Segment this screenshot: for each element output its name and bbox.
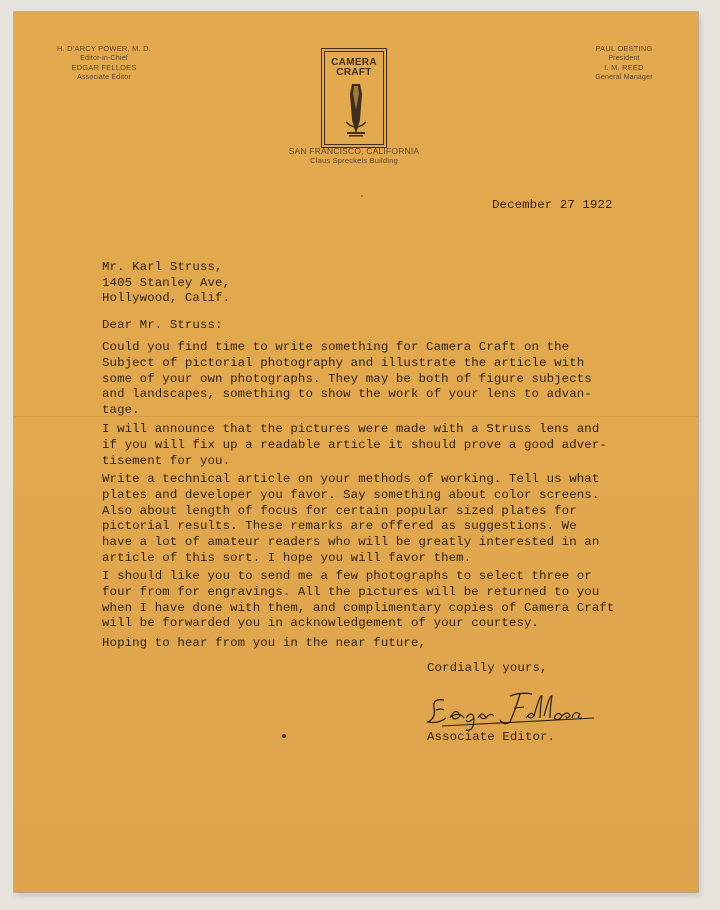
letterhead-officers — [574, 44, 674, 82]
camera-craft-logo — [321, 48, 387, 148]
handwritten-signature — [424, 688, 604, 734]
associate-editor-name: EDGAR FELLOES — [71, 63, 137, 72]
paragraph-1: Could you find time to write something for Camera Craft on the Subject of pictorial photography and illustrate the article with some of your own photographs. They may be both of figure subjects and landscapes, something to show the work of your lens to advan- tage. — [102, 340, 592, 418]
paragraph-2: I will announce that the pictures were made with a Struss lens and if you will fix up a readable article it should prove a good adver- tisement for you. — [102, 422, 607, 468]
manager-title: General Manager — [595, 73, 653, 81]
letterhead-editors — [44, 44, 164, 82]
paragraph-4: I should like you to send me a few photographs to select three or four from for engravings. All the pictures will be returned to you when I have done with them, and complimentary copies of Camera Craft will be forwarded you in acknowledgement of your courtesy. — [102, 569, 615, 631]
recipient-address: Mr. Karl Struss, 1405 Stanley Ave, Hollywood, Calif. — [102, 260, 231, 305]
letter-date: December 27 1922 — [492, 198, 613, 212]
city-line: SAN FRANCISCO, CALIFORNIA — [288, 146, 420, 156]
manager-name: I. M. REED — [604, 63, 644, 72]
paragraph-5: Hoping to hear from you in the near future, — [102, 636, 427, 650]
president-name: PAUL OESTING — [595, 44, 653, 53]
paper-speck — [361, 195, 363, 197]
signer-title: Associate Editor. — [427, 730, 556, 744]
salutation: Dear Mr. Struss: — [102, 318, 223, 332]
editor-title: Editor-in-Chief — [80, 54, 128, 62]
logo-figure-icon — [343, 82, 369, 138]
president-title: President — [608, 54, 640, 62]
letterhead-address — [264, 146, 444, 166]
logo-line2: CRAFT — [336, 67, 372, 78]
associate-editor-title: Associate Editor — [77, 73, 131, 81]
letter-page — [14, 12, 698, 892]
paragraph-3: Write a technical article on your methods of working. Tell us what plates and developer you favor. Say something about color screens. Also about length of focus for certain popular sized plates for pictorial results. These remarks are offered as suggestions. We have a lot of amateur readers who will be greatly interested in an article of this sort. I hope you will favor them. — [102, 472, 600, 565]
closing: Cordially yours, — [427, 661, 548, 675]
ink-spot — [282, 734, 286, 738]
editor-name: H. D'ARCY POWER, M. D. — [56, 44, 152, 53]
logo-line1: CAMERA — [331, 57, 377, 68]
building-line: Claus Spreckels Building — [310, 156, 398, 165]
